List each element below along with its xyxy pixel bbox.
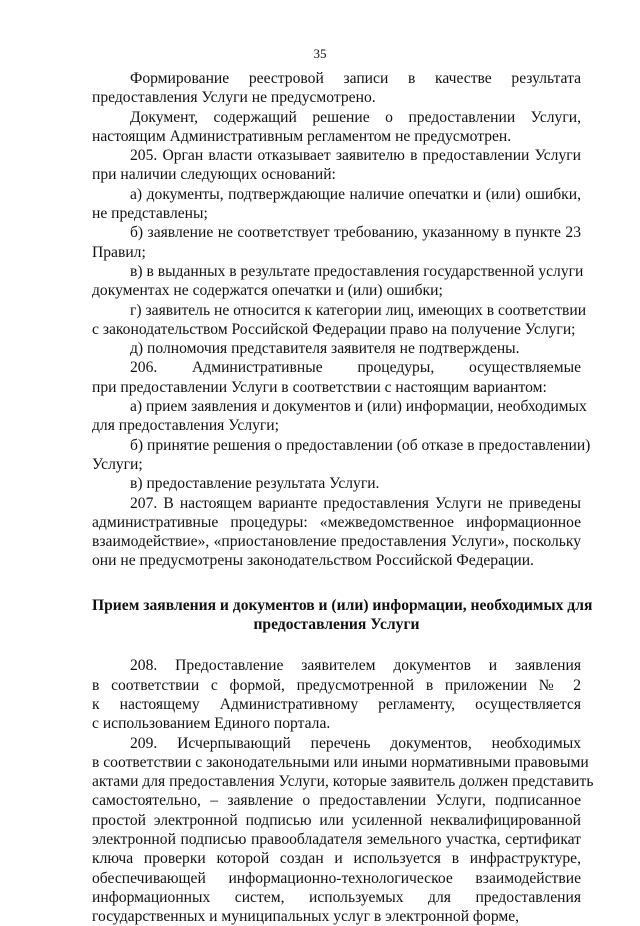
paragraph <box>92 146 581 185</box>
text-line: Формирование реестровой записи в качестве результата <box>92 69 581 88</box>
paragraph <box>92 185 581 224</box>
text-line: б) принятие решения о предоставлении (об отказе в предоставлении) <box>92 436 581 455</box>
paragraph <box>92 358 581 397</box>
text-line: административные процедуры: «межведомственное информационное <box>92 513 581 532</box>
paragraphs-section-2 <box>92 656 581 926</box>
text-line: Правил; <box>92 243 581 262</box>
paragraph <box>92 339 581 358</box>
paragraph <box>92 108 581 147</box>
text-line: в соответствии с формой, предусмотренной в приложении № 2 <box>92 676 581 695</box>
paragraph <box>92 223 581 262</box>
text-line: самостоятельно, – заявление о предоставлении Услуги, подписанное <box>92 791 581 810</box>
text-line: они не предусмотрены законодательством Российской Федерации. <box>92 551 581 570</box>
paragraph <box>92 69 581 108</box>
text-line: 209. Исчерпывающий перечень документов, необходимых <box>92 734 581 753</box>
text-line: электронной подписью правообладателя земельного участка, сертификат <box>92 830 581 849</box>
section-heading <box>92 596 581 635</box>
text-line: не представлены; <box>92 204 581 223</box>
text-line: документах не содержатся опечатки и (или) ошибки; <box>92 281 581 300</box>
text-line: актами для предоставления Услуги, которые заявитель должен представить <box>92 772 581 791</box>
text-line: взаимодействие», «приостановление предоставления Услуги», поскольку <box>92 532 581 551</box>
paragraph <box>92 474 581 493</box>
text-line: простой электронной подписью или усиленной неквалифицированной <box>92 811 581 830</box>
text-line: настоящим Административным регламентом не предусмотрен. <box>92 127 581 146</box>
text-line: 205. Орган власти отказывает заявителю в предоставлении Услуги <box>92 146 581 165</box>
paragraph <box>92 494 581 571</box>
text-line: государственных и муниципальных услуг в электронной форме, <box>92 907 581 926</box>
text-line: б) заявление не соответствует требованию, указанному в пункте 23 <box>92 223 581 242</box>
text-line: в) в выданных в результате предоставления государственной услуги <box>92 262 581 281</box>
text-line: в) предоставление результата Услуги. <box>92 474 581 493</box>
paragraph <box>92 262 581 301</box>
heading-line: Прием заявления и документов и (или) информации, необходимых для <box>92 596 581 615</box>
text-line: Услуги; <box>92 455 581 474</box>
text-line: предоставления Услуги не предусмотрено. <box>92 88 581 107</box>
text-line: обеспечивающей информационно-технологическое взаимодействие <box>92 869 581 888</box>
heading-line: предоставления Услуги <box>92 615 581 634</box>
text-line: ключа проверки которой создан и используется в инфраструктуре, <box>92 849 581 868</box>
paragraph <box>92 656 581 733</box>
text-line: 206. Административные процедуры, осуществляемые <box>92 358 581 377</box>
text-line: при предоставлении Услуги в соответствии с настоящим вариантом: <box>92 378 581 397</box>
paragraphs-section-1 <box>92 69 581 571</box>
text-line: 208. Предоставление заявителем документов и заявления <box>92 656 581 675</box>
text-line: а) прием заявления и документов и (или) информации, необходимых <box>92 397 581 416</box>
paragraph <box>92 397 581 436</box>
page-number: 35 <box>0 46 640 62</box>
text-line: а) документы, подтверждающие наличие опечатки и (или) ошибки, <box>92 185 581 204</box>
text-line: к настоящему Административному регламенту, осуществляется <box>92 695 581 714</box>
document-body <box>92 69 581 926</box>
text-line: для предоставления Услуги; <box>92 416 581 435</box>
text-line: в соответствии с законодательными или иными нормативными правовыми <box>92 753 581 772</box>
text-line: с использованием Единого портала. <box>92 714 581 733</box>
text-line: г) заявитель не относится к категории лиц, имеющих в соответствии <box>92 301 581 320</box>
text-line: Документ, содержащий решение о предоставлении Услуги, <box>92 108 581 127</box>
paragraph <box>92 734 581 926</box>
text-line: информационных систем, используемых для предоставления <box>92 888 581 907</box>
paragraph <box>92 436 581 475</box>
text-line: 207. В настоящем варианте предоставления Услуги не приведены <box>92 494 581 513</box>
text-line: д) полномочия представителя заявителя не подтверждены. <box>92 339 581 358</box>
text-line: с законодательством Российской Федерации право на получение Услуги; <box>92 320 581 339</box>
paragraph <box>92 301 581 340</box>
text-line: при наличии следующих оснований: <box>92 165 581 184</box>
